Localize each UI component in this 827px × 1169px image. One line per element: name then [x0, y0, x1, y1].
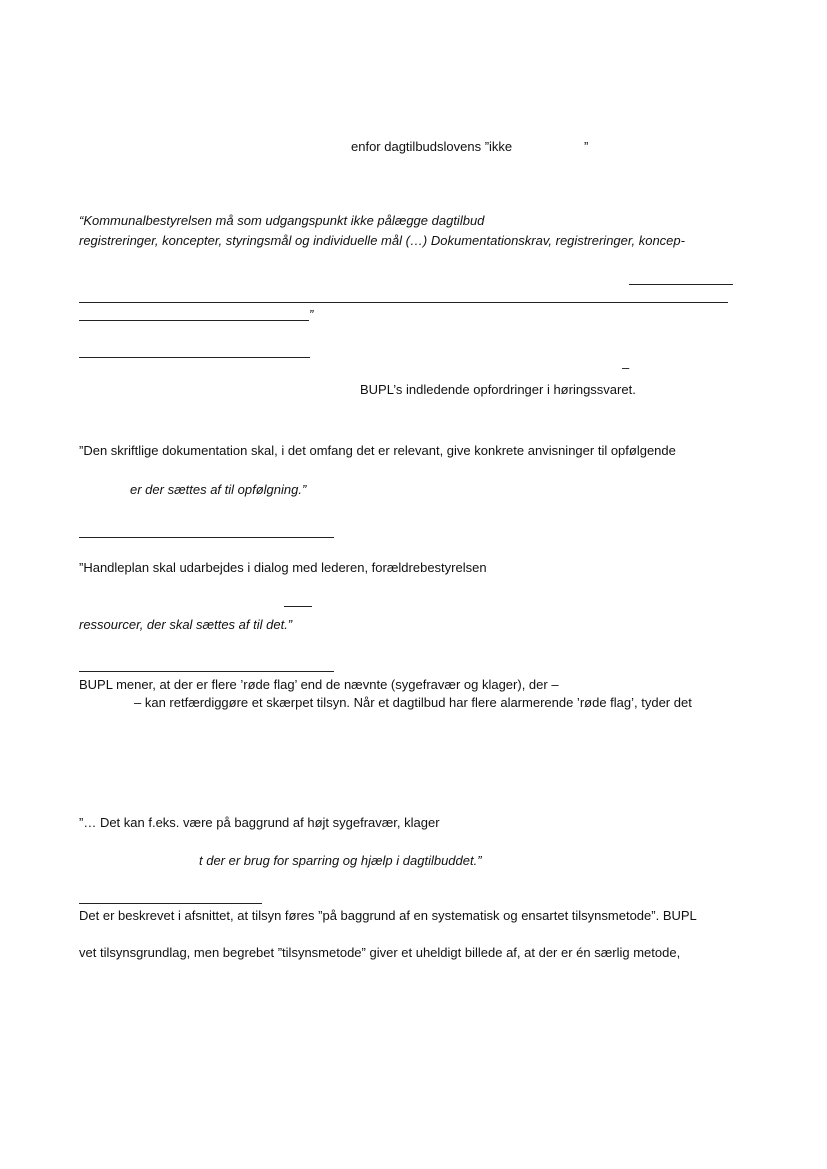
underline-rule: [629, 284, 733, 285]
quote2-line2: er der sættes af til opfølgning.”: [130, 482, 307, 497]
underline-rule: [79, 537, 334, 538]
quote1-line2: registreringer, koncepter, styringsmål og individuelle mål (…) Dokumentationskrav, registreringer, koncep-: [79, 233, 685, 248]
quote4-line2: t der er brug for sparring og hjælp i dagtilbuddet.”: [199, 853, 482, 868]
small-dash: –: [622, 360, 630, 375]
quote3-line1: ”Handleplan skal udarbejdes i dialog med lederen, forældrebestyrelsen: [79, 560, 487, 575]
method-line1: Det er beskrevet i afsnittet, at tilsyn føres ”på baggrund af en systematisk og ensartet tilsynsmetode”. BUPL: [79, 908, 697, 923]
underline-rule: [79, 671, 334, 672]
bupl-initial-text: BUPL’s indledende opfordringer i høringssvaret.: [360, 382, 636, 397]
underline-rule: [284, 606, 312, 607]
heading-quote-mark: ”: [584, 139, 589, 154]
bupl-flags-line2: – kan retfærdiggøre et skærpet tilsyn. Når et dagtilbud har flere alarmerende ’røde flag’, tyder det: [134, 695, 692, 710]
underline-rule: [79, 903, 262, 904]
heading-fragment: enfor dagtilbudslovens ”ikke: [351, 139, 513, 154]
quote3-line2: ressourcer, der skal sættes af til det.”: [79, 617, 293, 632]
quote4-line1: ”… Det kan f.eks. være på baggrund af højt sygefravær, klager: [79, 815, 440, 830]
underline-rule: [79, 302, 728, 303]
quote1-end-mark: ”: [309, 307, 314, 322]
underline-rule: [79, 357, 310, 358]
quote1-line1: “Kommunalbestyrelsen må som udgangspunkt ikke pålægge dagtilbud: [79, 213, 485, 228]
underline-rule: [79, 320, 309, 321]
method-line2: vet tilsynsgrundlag, men begrebet ”tilsynsmetode” giver et uheldigt billede af, at der er én særlig metode,: [79, 945, 681, 960]
bupl-flags-line1: BUPL mener, at der er flere ’røde flag’ end de nævnte (sygefravær og klager), der –: [79, 677, 559, 692]
quote2-line1: ”Den skriftlige dokumentation skal, i det omfang det er relevant, give konkrete anvisninger til opfølgende: [79, 443, 676, 458]
